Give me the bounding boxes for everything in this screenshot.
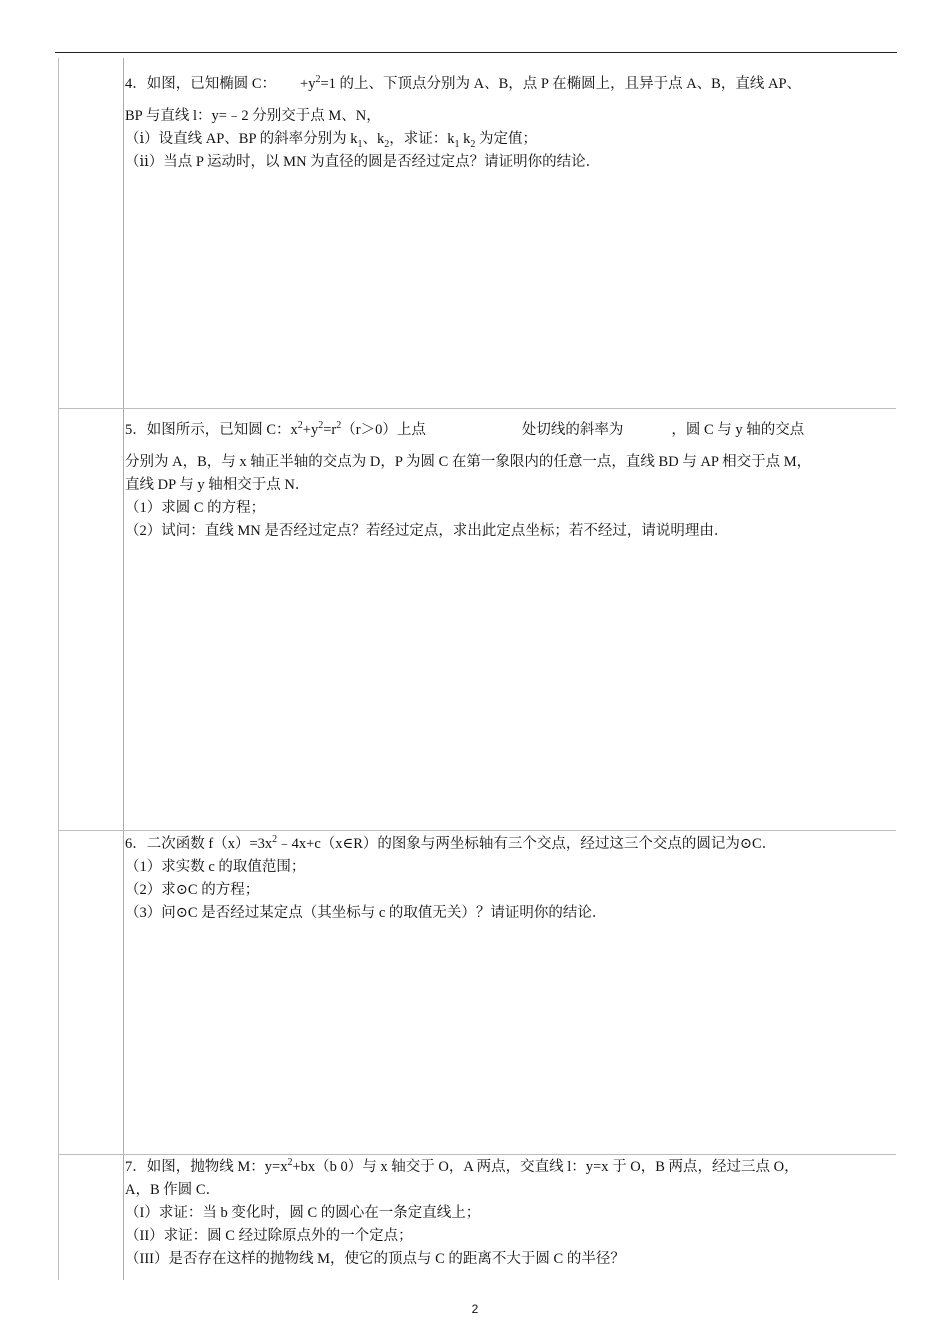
question-7-line-2: A，B 作圆 C． xyxy=(125,1182,221,1198)
question-6 xyxy=(125,833,893,925)
question-7-part-III: （III）是否存在这样的抛物线 M，使它的顶点与 C 的距离不大于圆 C 的半径？ xyxy=(125,1251,625,1267)
question-7-line-1: 7．如图，抛物线 M：$y=x^2+bx(b$ 0）与 x 轴交于 O，A 两点，交直线 l：y=x 于 O，B 两点，经过三点 O， xyxy=(125,1157,799,1175)
question-4-part-ii: （ⅱ）当点 P 运动时，以 MN 为直径的圆是否经过定点？请证明你的结论． xyxy=(125,154,601,170)
row-divider xyxy=(58,1154,896,1155)
page-number: 2 xyxy=(471,1302,479,1316)
question-5-line-3: 直线 DP 与 y 轴相交于点 N． xyxy=(125,477,310,493)
table-column-divider xyxy=(123,58,124,1280)
question-5-part-1: （1）求圆 C 的方程； xyxy=(125,500,266,516)
question-6-line-1: 6．二次函数 $f(x)=3x^2﹣4x+c(x\in R)$的图象与两坐标轴有三个交点，经过这三个交点的圆记为⊙C． xyxy=(125,834,777,852)
question-6-part-2: （2）求⊙C 的方程； xyxy=(125,882,260,898)
question-6-part-1: （1）求实数 c 的取值范围； xyxy=(125,859,306,875)
question-4-part-i: （ⅰ）设直线 AP、BP 的斜率分别为 $k_1$、$k_2$，求证：$k_1$ $k_2$ 为定值； xyxy=(125,131,537,150)
question-7-part-II: （II）求证：圆 C 经过除原点外的一个定点； xyxy=(125,1228,413,1244)
row-divider xyxy=(58,408,896,409)
question-4-line-2: BP 与直线 l：y=﹣2 分别交于点 M、N， xyxy=(125,108,381,124)
question-6-part-3: （3）问⊙C 是否经过某定点（其坐标与 c 的取值无关）？请证明你的结论． xyxy=(125,905,607,921)
row-divider xyxy=(58,830,896,831)
question-7-part-I: （I）求证：当 b 变化时，圆 C 的圆心在一条定直线上； xyxy=(125,1205,481,1221)
question-5-line-1: 5．如图所示，已知圆 C：$x^2+y^2=r^2(r>0)$上点 处切线的斜率为 ，圆 C 与 y 轴的交点 xyxy=(125,420,805,438)
question-4 xyxy=(125,73,893,174)
question-table xyxy=(58,58,896,1280)
table-left-border xyxy=(58,58,59,1280)
header-rule xyxy=(55,52,897,53)
question-5 xyxy=(125,419,893,543)
question-5-part-2: （2）试问：直线 MN 是否经过定点？若经过定点，求出此定点坐标；若不经过，请说明理由． xyxy=(125,523,729,539)
question-4-line-1: 4．如图，已知椭圆 C： $+y^2=1$ 的上、下顶点分别为 A、B，点 P 在椭圆上，且异于点 A、B，直线 AP、 xyxy=(125,74,802,92)
question-5-line-2: 分别为 A，B，与 x 轴正半轴的交点为 D，P 为圆 C 在第一象限内的任意一点，直线 BD 与 AP 相交于点 M， xyxy=(125,454,812,470)
question-7 xyxy=(125,1156,893,1271)
